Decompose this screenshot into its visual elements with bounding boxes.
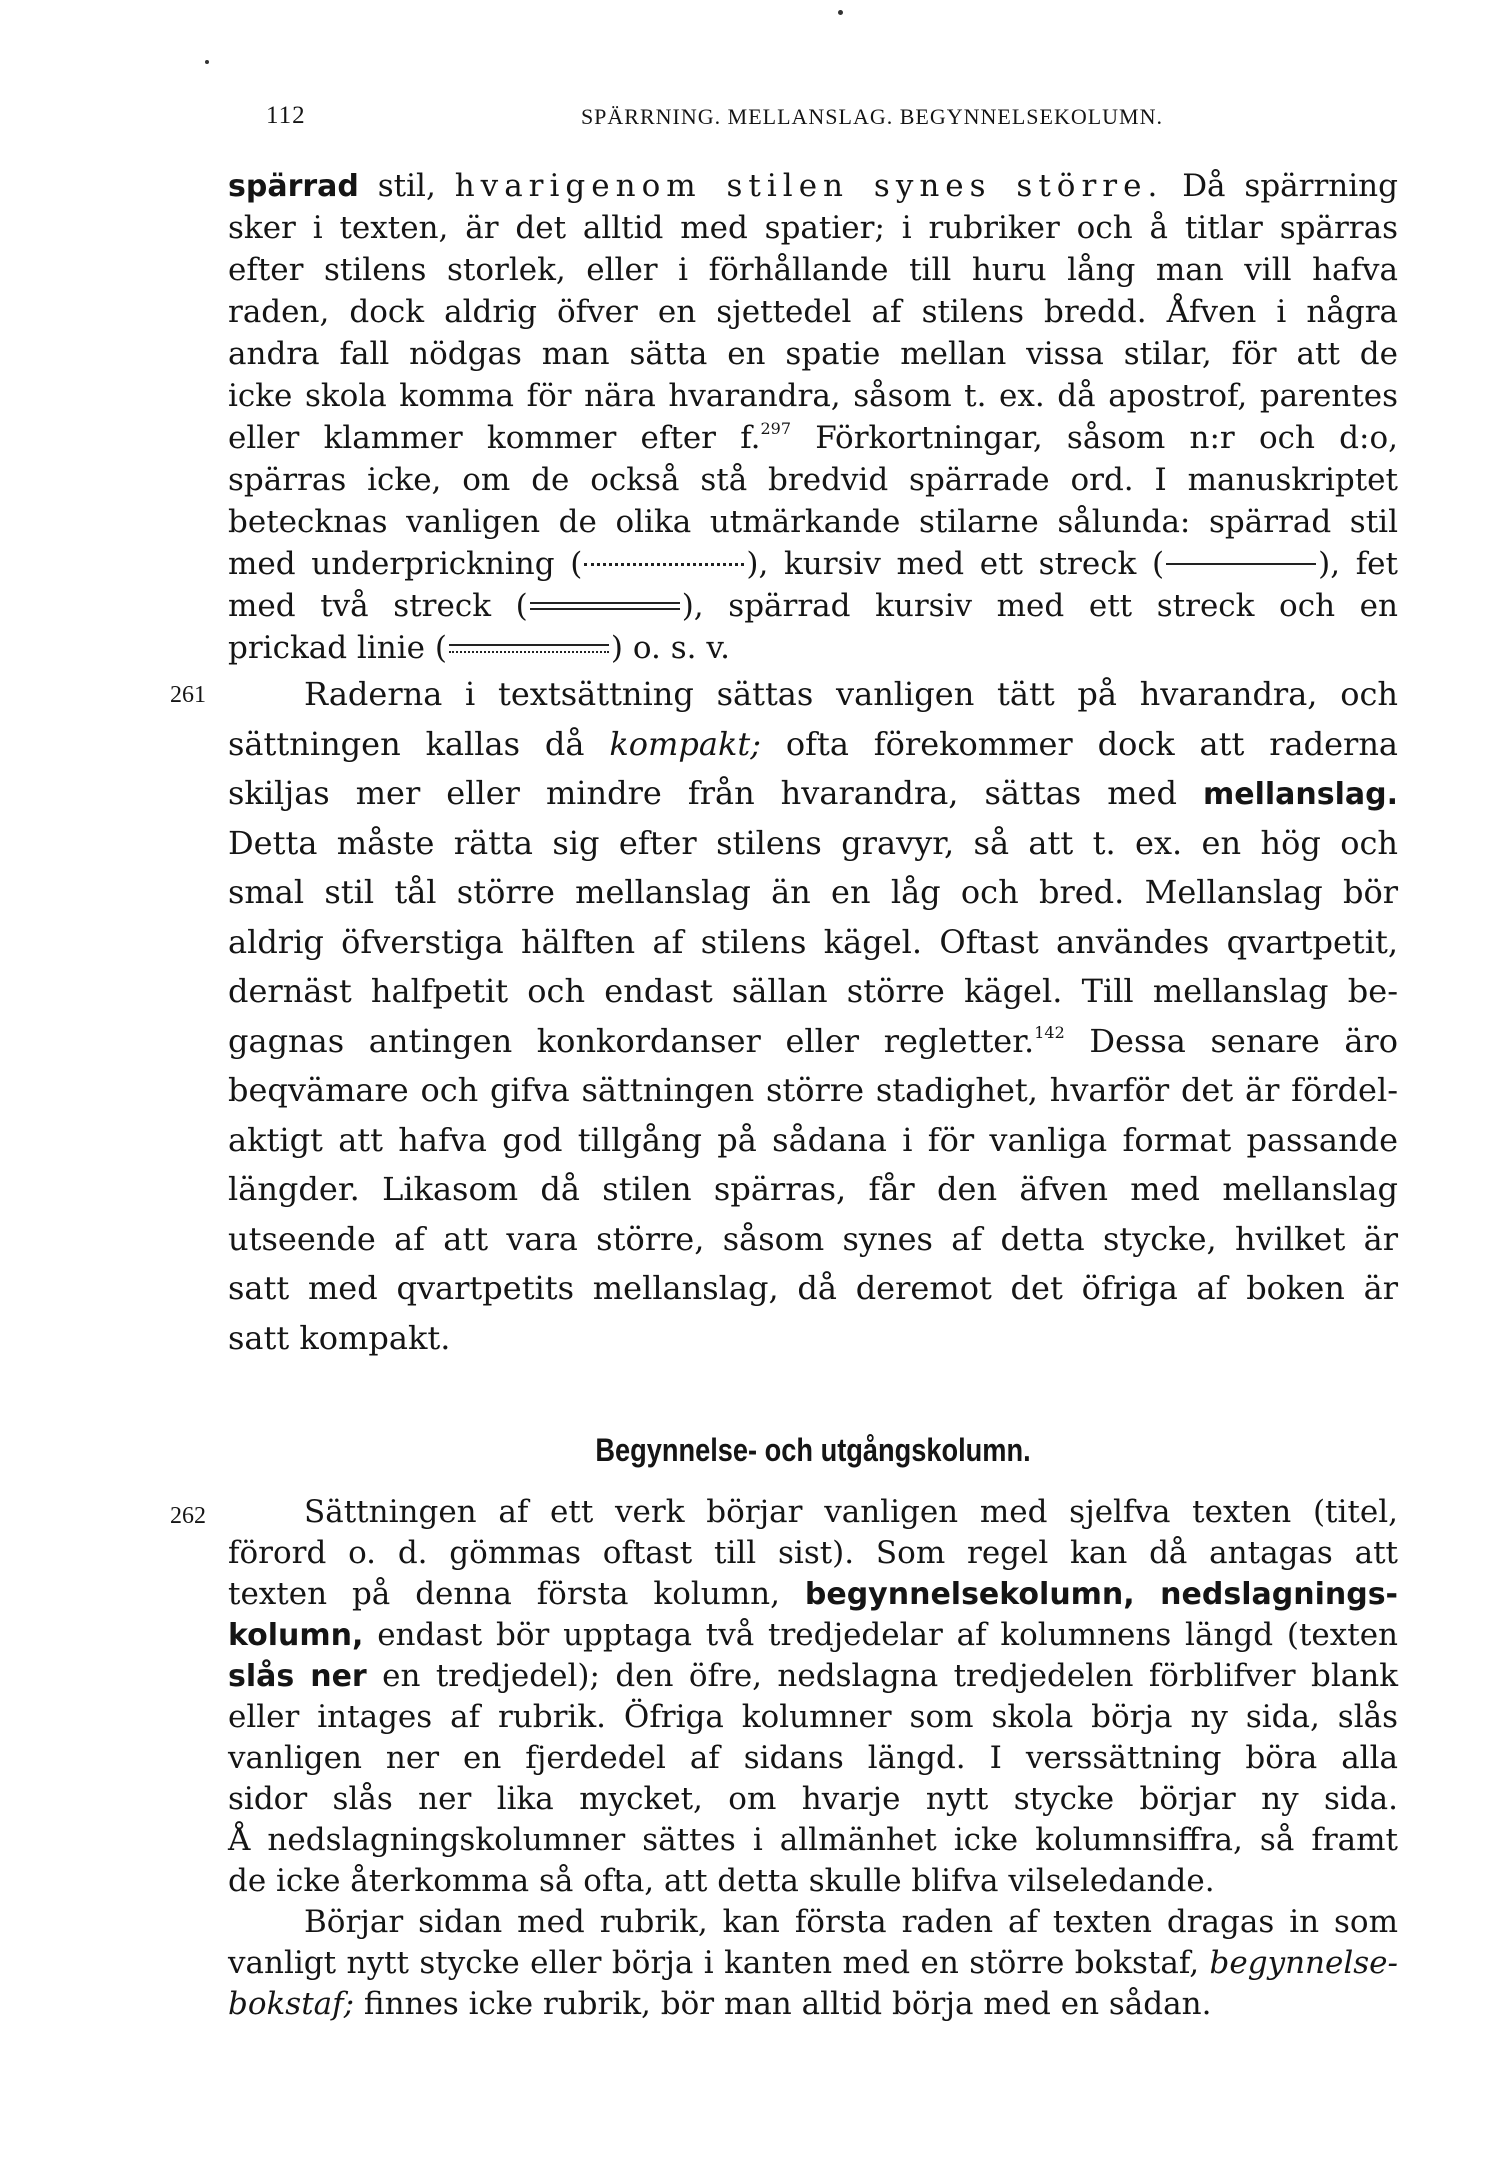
text-line: beqvämare och gifva sättningen större stadighet, hvarför det är fördel- (228, 1071, 1398, 1109)
section-heading: Begynnelse- och utgångskolumn. (595, 1432, 1031, 1468)
text-line: med underprickning ( ), kursiv med ett streck ( ), fet (228, 546, 1398, 582)
section-262 (228, 1492, 1398, 2025)
dotted-line-sample (449, 644, 609, 653)
single-line-sample (1166, 563, 1316, 565)
text-line: skiljas mer eller mindre från hvarandra, sättas med mellanslag. (228, 774, 1398, 812)
text-line: satt med qvartpetits mellanslag, då deremot det öfriga af boken är (228, 1269, 1398, 1307)
footnote-ref: 142 (1034, 1022, 1065, 1042)
text-line: smal stil tål större mellanslag än en låg och bred. Mellanslag bör (228, 873, 1398, 911)
text-line: eller intages af rubrik. Öfriga kolumner som skola börja ny sida, slås (228, 1699, 1398, 1735)
text-line: Detta måste rätta sig efter stilens gravyr, så att t. ex. en hög och (228, 823, 1398, 862)
text-line: sättningen kallas då kompakt; ofta förekommer dock att raderna (228, 724, 1399, 763)
double-line-sample (530, 602, 680, 610)
text-line: aldrig öfverstiga hälften af stilens kägel. Oftast användes qvartpetit, (228, 922, 1398, 961)
text-line: bokstaf; finnes icke rubrik, bör man alltid börja med en sådan. (228, 1986, 1212, 2022)
section-261 (228, 670, 1398, 1363)
section-number: 261 (170, 682, 206, 708)
text-line: vanligen ner en fjerdedel af sidans längd. I verssättning böra alla (228, 1740, 1398, 1776)
text-line: andra fall nödgas man sätta en spatie mellan vissa stilar, för att de (228, 336, 1398, 372)
ink-speck (838, 10, 843, 15)
text-line: raden, dock aldrig öfver en sjettedel af stilens bredd. Åfven i några (228, 294, 1398, 330)
running-head (228, 102, 1163, 142)
text-line: förord o. d. gömmas oftast till sist). Som regel kan då antagas att (228, 1535, 1398, 1571)
text-line: spärras icke, om de också stå bredvid spärrade ord. I manuskriptet (228, 462, 1398, 498)
text-line: med två streck ( ), spärrad kursiv med ett streck och en (228, 588, 1398, 624)
text-line: utseende af att vara större, såsom synes af detta stycke, hvilket är (228, 1219, 1398, 1258)
text-line: Å nedslagningskolumner sättes i allmänhet icke kolumnsiffra, så framt (228, 1822, 1398, 1858)
text-line: sker i texten, är det alltid med spatier; i rubriker och å titlar spärras (228, 210, 1398, 246)
text-line: icke skola komma för nära hvarandra, såsom t. ex. då apostrof, parentes (228, 378, 1398, 414)
text-line: Sättningen af ett verk börjar vanligen med sjelfva texten (titel, (304, 1494, 1398, 1530)
text-line: aktigt att hafva god tillgång på sådana i för vanliga format passande (228, 1120, 1398, 1159)
text-line: längder. Likasom då stilen spärras, får den äfven med mellanslag (228, 1170, 1398, 1208)
running-title: SPÄRRNING. MELLANSLAG. BEGYNNELSEKOLUMN. (580, 104, 1163, 129)
text-line: de icke återkomma så ofta, att detta skulle blifva vilseledande. (228, 1863, 1215, 1899)
text-line: eller klammer kommer efter f.$^{297}$ Förkortningar, såsom n:r och d:o, (228, 419, 1398, 456)
text-line: texten på denna första kolumn, begynnelsekolumn, nedslagnings- (228, 1576, 1398, 1612)
text-line: dernäst halfpetit och endast sällan större kägel. Till mellanslag be- (228, 972, 1398, 1010)
text-line: vanligt nytt stycke eller börja i kanten med en större bokstaf, begynnelse- (228, 1945, 1398, 1981)
text-line: slås ner en tredjedel); den öfre, nedslagna tredjedelen förblifver blank (228, 1658, 1398, 1694)
text-line: spärrad stil, hvarigenom stilen synes större. Då spärrning (228, 168, 1398, 204)
text-line: gagnas antingen konkordanser eller regletter.$^{142}$ Dessa senare äro (228, 1021, 1399, 1060)
text-line: satt kompakt. (228, 1318, 451, 1357)
text-line: kolumn, endast bör upptaga två tredjedelar af kolumnens längd (texten (228, 1617, 1398, 1653)
text-line: Raderna i textsättning sättas vanligen tätt på hvarandra, och (304, 675, 1398, 713)
text-line: sidor slås ner lika mycket, om hvarje nytt stycke börjar ny sida. (228, 1781, 1398, 1817)
page-number: 112 (266, 102, 306, 129)
text-line: prickad linie ( ) o. s. v. (228, 630, 731, 666)
text-line: efter stilens storlek, eller i förhållande till huru lång man vill hafva (228, 252, 1398, 288)
section-number: 262 (170, 1503, 206, 1529)
dotted-underline-sample (584, 563, 744, 566)
ink-speck (205, 60, 209, 64)
text-line: Börjar sidan med rubrik, kan första raden af texten dragas in som (304, 1904, 1398, 1940)
footnote-ref: 297 (760, 419, 791, 438)
text-line: betecknas vanligen de olika utmärkande stilarne sålunda: spärrad stil (228, 504, 1398, 540)
paragraph-continuation (228, 165, 1398, 669)
